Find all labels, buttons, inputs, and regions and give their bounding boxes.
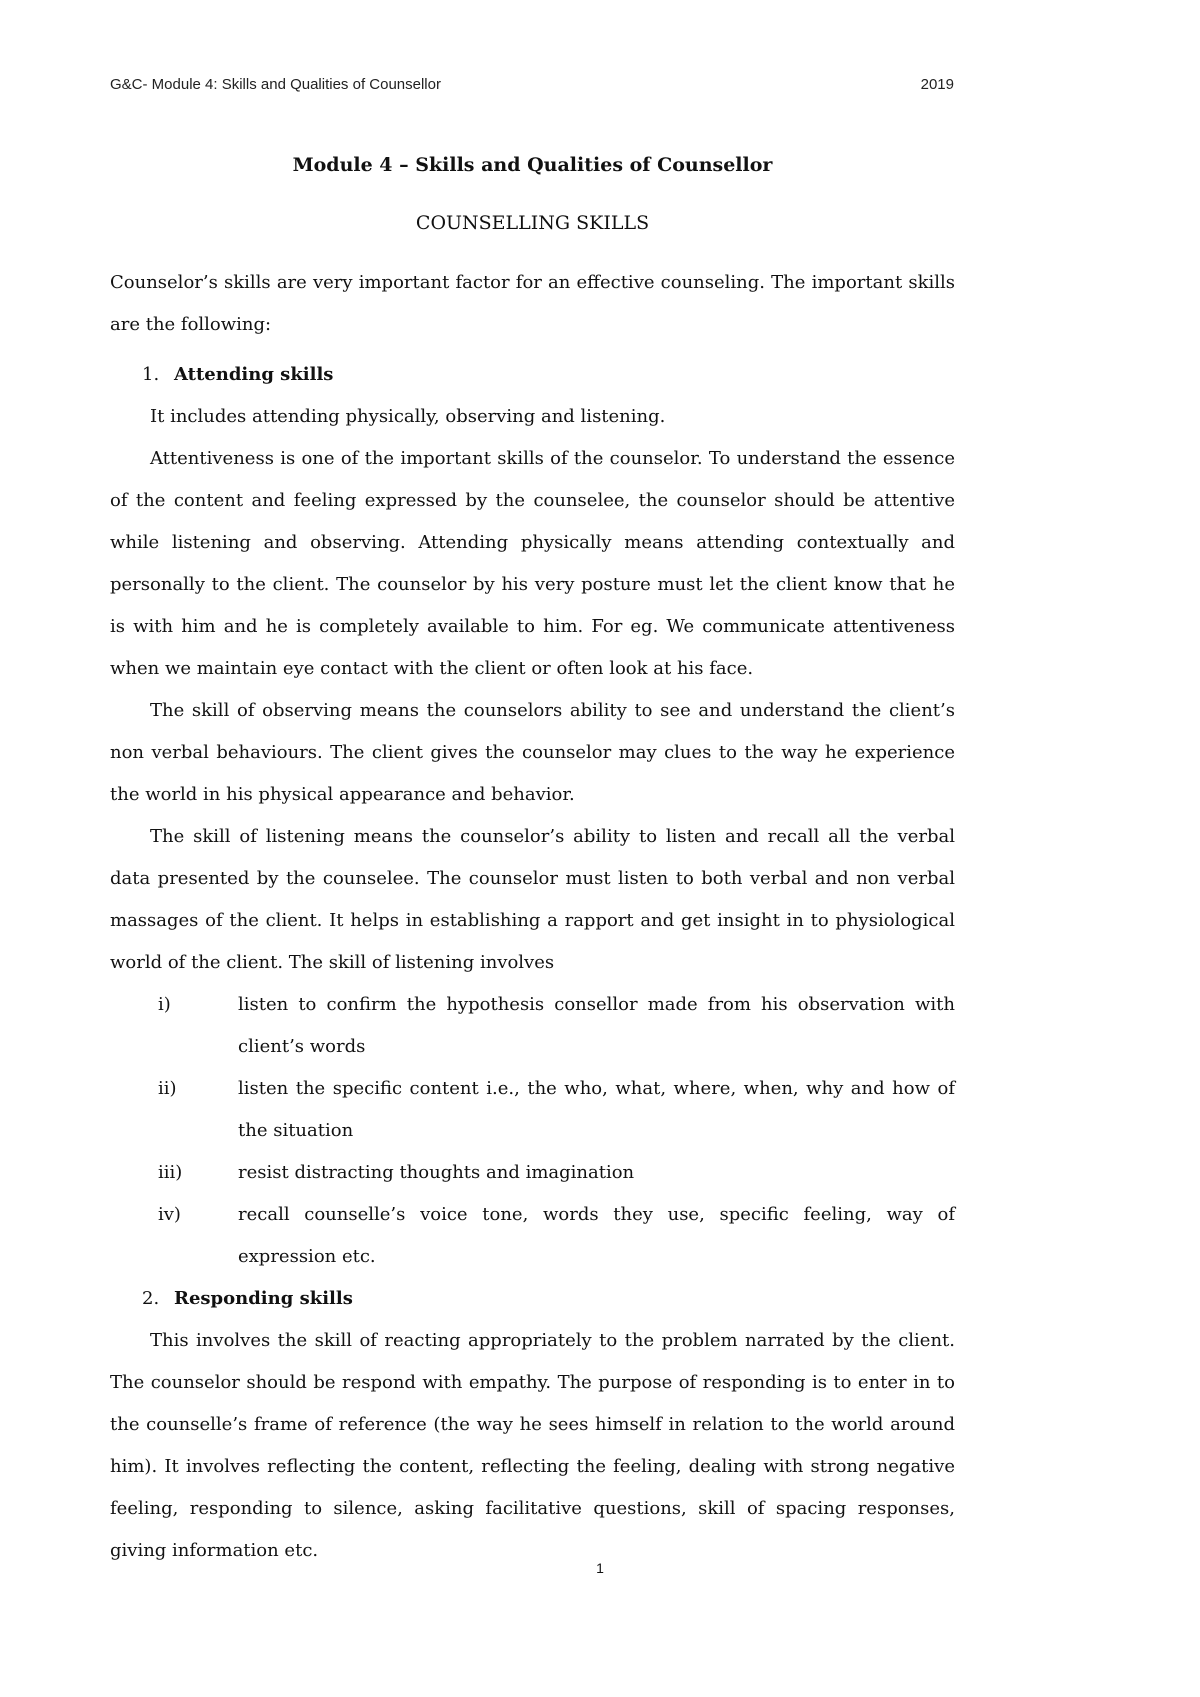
listening-list [110, 984, 955, 1278]
section-title: COUNSELLING SKILLS [415, 212, 650, 234]
list-numeral: iii) [158, 1162, 183, 1183]
list-text: listen the specific content i.e., the who, what, where, when, why and how of the situation [238, 1078, 955, 1141]
section-heading: Attending skills [174, 364, 334, 385]
header-year: 2019 [920, 76, 954, 93]
section-heading: Responding skills [174, 1288, 353, 1309]
section-heading-responding [110, 1278, 955, 1320]
document-body [110, 144, 955, 1572]
listening-paragraph: The skill of listening means the counselor’s ability to listen and recall all the verbal data presented by the counselee. The counselor must listen to both verbal and non verbal massages of the client. It helps in establishing a rapport and get insight in to physiological world of the client. The skill of listening involves [110, 826, 955, 973]
page-title: Module 4 – Skills and Qualities of Counsellor [292, 154, 773, 176]
intro-paragraph: Counselor’s skills are very important factor for an effective counseling. The important skills are the following: [110, 272, 955, 335]
list-item [110, 1152, 955, 1194]
list-text: recall counselle’s voice tone, words they use, specific feeling, way of expression etc. [238, 1204, 955, 1267]
list-numeral: ii) [158, 1078, 177, 1099]
list-item [110, 984, 955, 1068]
section-number: 1. [142, 364, 160, 385]
list-item [110, 1068, 955, 1152]
attending-paragraph: Attentiveness is one of the important skills of the counselor. To understand the essence of the content and feeling expressed by the counselee, the counselor should be attentive while listening and observing. Attending physically means attending contextually and personally to the client. The counselor by his very posture must let the client know that he is with him and he is completely available to him. For eg. We communicate attentiveness when we maintain eye contact with the client or often look at his face. [110, 448, 955, 679]
list-numeral: iv) [158, 1204, 181, 1225]
responding-paragraph: This involves the skill of reacting appropriately to the problem narrated by the client. The counselor should be respond with empathy. The purpose of responding is to enter in to the counselle’s frame of reference (the way he sees himself in relation to the world around him). It involves reflecting the content, reflecting the feeling, dealing with strong negative feeling, responding to silence, asking facilitative questions, skill of spacing responses, giving information etc. [110, 1330, 955, 1561]
list-text: listen to confirm the hypothesis consellor made from his observation with client’s words [238, 994, 955, 1057]
list-item [110, 1194, 955, 1278]
list-text: resist distracting thoughts and imagination [238, 1162, 635, 1183]
section-number: 2. [142, 1288, 160, 1309]
attending-summary: It includes attending physically, observing and listening. [150, 406, 666, 427]
section-heading-attending [110, 354, 955, 396]
header-title: G&C- Module 4: Skills and Qualities of Counsellor [110, 76, 441, 93]
page-number: 1 [596, 1560, 604, 1576]
list-numeral: i) [158, 994, 171, 1015]
observing-paragraph: The skill of observing means the counselors ability to see and understand the client’s non verbal behaviours. The client gives the counselor may clues to the way he experience the world in his physical appearance and behavior. [110, 700, 955, 805]
